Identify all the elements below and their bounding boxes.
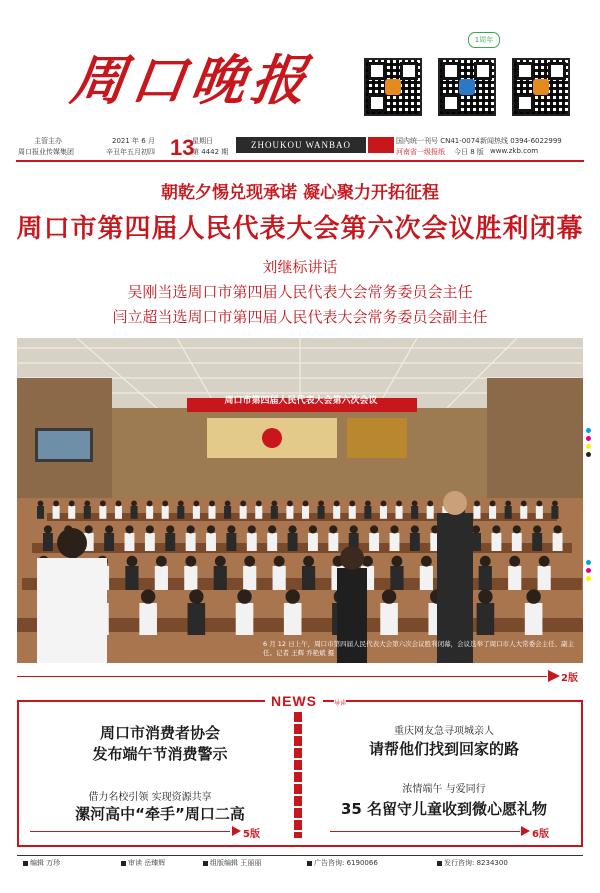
attendee-figure bbox=[243, 566, 256, 590]
paper-tag: 河南省一级报纸 bbox=[396, 148, 445, 156]
attendee-figure bbox=[186, 533, 196, 551]
attendee-head bbox=[44, 525, 52, 533]
attendee-head bbox=[162, 501, 168, 507]
attendee-figure bbox=[184, 566, 197, 590]
attendee-figure bbox=[240, 506, 247, 519]
attendee-figure bbox=[68, 506, 75, 519]
attendee-figure bbox=[411, 506, 418, 519]
teaser-right-2-headline[interactable]: 35 名留守儿童收到微心愿礼物 bbox=[340, 800, 548, 818]
meeting-hall-illustration bbox=[17, 338, 583, 663]
attendee-figure bbox=[273, 566, 286, 590]
attendee-figure bbox=[420, 566, 433, 590]
jump-rule-left bbox=[30, 831, 230, 832]
red-block bbox=[368, 137, 394, 153]
attendee-head bbox=[248, 525, 256, 533]
footer-ad-value: 6190066 bbox=[346, 859, 378, 867]
attendee-head bbox=[244, 556, 255, 567]
news-subtitle: 导读 bbox=[334, 700, 347, 707]
attendee-figure bbox=[165, 533, 175, 551]
news-title: NEWS bbox=[265, 693, 323, 709]
attendee-figure bbox=[302, 566, 315, 590]
attendee-head bbox=[240, 501, 246, 507]
attendee-figure bbox=[380, 603, 398, 635]
qr-code-1 bbox=[362, 58, 422, 128]
attendee-head bbox=[390, 525, 398, 533]
jump-rule bbox=[17, 676, 547, 677]
attendee-head bbox=[185, 556, 196, 567]
attendee-head bbox=[349, 501, 355, 507]
issue-number: 第 4442 期 bbox=[192, 148, 229, 156]
attendee-head bbox=[474, 501, 480, 507]
registration-mark bbox=[586, 452, 591, 457]
attendee-figure bbox=[214, 566, 227, 590]
footer-editor-value: 万珍 bbox=[46, 859, 61, 867]
attendee-head bbox=[286, 589, 300, 603]
attendee-head bbox=[303, 556, 314, 567]
attendee-figure bbox=[536, 506, 543, 519]
attendee-head bbox=[552, 501, 558, 507]
attendee-figure bbox=[508, 566, 521, 590]
attendee-head bbox=[194, 501, 200, 507]
attendee-figure bbox=[37, 506, 44, 519]
attendee-head bbox=[187, 525, 195, 533]
attendee-head bbox=[85, 525, 93, 533]
attendee-figure bbox=[267, 533, 277, 551]
attendee-head bbox=[178, 501, 184, 507]
attendee-head bbox=[536, 501, 542, 507]
qr-code-2 bbox=[436, 58, 496, 128]
footer-dist-label: 发行咨询 bbox=[444, 859, 472, 867]
attendee-figure bbox=[206, 533, 216, 551]
attendee-head bbox=[274, 556, 285, 567]
jump-arrow-icon bbox=[548, 670, 560, 682]
page-footer: 编辑 万珍 审读 岳臻辉 组版编辑 王丽丽 广告咨询: 6190066 发行咨询: 8234300 bbox=[17, 855, 583, 868]
attendee-head bbox=[526, 589, 540, 603]
app-logo-icon bbox=[385, 79, 401, 95]
attendee-figure bbox=[188, 603, 206, 635]
attendee-head bbox=[427, 501, 433, 507]
attendee-head bbox=[100, 501, 106, 507]
attendee-figure bbox=[551, 506, 558, 519]
attendee-figure bbox=[532, 533, 542, 551]
cn-value: CN41-0074 bbox=[440, 137, 480, 145]
attendee-head bbox=[141, 589, 155, 603]
attendee-figure bbox=[125, 566, 138, 590]
attendee-figure bbox=[489, 506, 496, 519]
attendee-figure bbox=[553, 533, 563, 551]
footer-layout-value: 王丽丽 bbox=[240, 859, 262, 867]
footer-reviewer-label: 审读 bbox=[128, 859, 142, 867]
lunar-date: 辛丑年五月初四 bbox=[106, 148, 155, 156]
attendee-head bbox=[69, 501, 75, 507]
attendee-head bbox=[105, 525, 113, 533]
app-logo-icon bbox=[459, 79, 475, 95]
attendee-head bbox=[303, 501, 309, 507]
attendee-head bbox=[412, 501, 418, 507]
attendee-figure bbox=[333, 506, 340, 519]
attendee-head bbox=[225, 501, 231, 507]
newspaper-logo: 周口晚报 bbox=[67, 48, 317, 112]
attendee-head bbox=[329, 525, 337, 533]
attendee-head bbox=[509, 556, 520, 567]
attendee-head bbox=[392, 556, 403, 567]
attendee-figure bbox=[396, 506, 403, 519]
subheadline-3: 闫立超当选周口市第四届人民代表大会常务委员会副主任 bbox=[112, 308, 488, 326]
sponsor-org: 周口报业传媒集团 bbox=[18, 148, 74, 156]
attendee-head bbox=[365, 501, 371, 507]
masthead bbox=[0, 0, 600, 132]
attendee-head bbox=[505, 501, 511, 507]
attendee-figure bbox=[520, 506, 527, 519]
attendee-figure bbox=[380, 506, 387, 519]
attendee-figure bbox=[208, 506, 215, 519]
date-line: 2021 年 6 月 bbox=[112, 137, 155, 145]
registration-mark bbox=[586, 444, 591, 449]
subheadline-2: 吴刚当选周口市第四届人民代表大会常务委员会主任 bbox=[127, 283, 473, 301]
attendee-head bbox=[189, 589, 203, 603]
teaser-left-2-kicker: 借力名校引领 实现资源共享 bbox=[88, 792, 212, 803]
page-count: 今日 8 版 bbox=[454, 148, 484, 156]
attendee-figure bbox=[224, 506, 231, 519]
attendee-figure bbox=[162, 506, 169, 519]
attendee-figure bbox=[193, 506, 200, 519]
footer-layout-label: 组版编辑 bbox=[210, 859, 238, 867]
attendee-figure bbox=[318, 506, 325, 519]
attendee-head bbox=[370, 525, 378, 533]
attendee-figure bbox=[491, 533, 501, 551]
jump-link-page6[interactable]: 6版 bbox=[532, 829, 549, 840]
attendee-figure bbox=[43, 533, 53, 551]
attendee-figure bbox=[328, 533, 338, 551]
attendee-head bbox=[521, 501, 527, 507]
attendee-head bbox=[472, 525, 480, 533]
attendee-head bbox=[478, 589, 492, 603]
attendee-figure bbox=[226, 533, 236, 551]
jump-rule-right bbox=[330, 831, 520, 832]
qr-code-3 bbox=[510, 58, 570, 128]
attendee-figure bbox=[512, 533, 522, 551]
hotline-value: 0394-6022999 bbox=[510, 137, 562, 145]
subheadline-1: 刘继标讲话 bbox=[262, 258, 338, 276]
attendee-head bbox=[318, 501, 324, 507]
teaser-right-2-kicker: 浓情端午 与爱同行 bbox=[402, 784, 486, 795]
attendee-figure bbox=[369, 533, 379, 551]
hotline-label: 新闻热线 bbox=[480, 137, 508, 145]
attendee-head bbox=[396, 501, 402, 507]
attendee-head bbox=[256, 501, 262, 507]
attendee-figure bbox=[349, 506, 356, 519]
attendee-head bbox=[480, 556, 491, 567]
attendee-head bbox=[215, 556, 226, 567]
attendee-head bbox=[411, 525, 419, 533]
registration-mark bbox=[586, 576, 591, 581]
pinyin-title: ZHOUKOU WANBAO bbox=[236, 137, 366, 153]
attendee-head bbox=[492, 525, 500, 533]
website: www.zkb.com bbox=[490, 147, 539, 155]
teaser-right-1-kicker: 重庆网友急寻项城亲人 bbox=[394, 726, 494, 737]
attendee-figure bbox=[308, 533, 318, 551]
registration-mark bbox=[586, 428, 591, 433]
attendee-figure bbox=[271, 506, 278, 519]
news-divider bbox=[294, 712, 302, 838]
attendee-figure bbox=[479, 566, 492, 590]
attendee-figure bbox=[525, 603, 543, 635]
attendee-head bbox=[237, 589, 251, 603]
attendee-figure bbox=[302, 506, 309, 519]
attendee-head bbox=[381, 501, 387, 507]
attendee-figure bbox=[53, 506, 60, 519]
attendee-head bbox=[309, 525, 317, 533]
attendee-figure bbox=[236, 603, 254, 635]
attendee-figure bbox=[477, 603, 495, 635]
attendee-head bbox=[533, 525, 541, 533]
hall-banner-text: 周口市第四届人民代表大会第六次会议 bbox=[224, 396, 378, 406]
attendee-head bbox=[209, 501, 215, 507]
attendee-head bbox=[127, 556, 138, 567]
attendee-figure bbox=[288, 533, 298, 551]
news-photo[interactable] bbox=[17, 338, 583, 663]
registration-mark bbox=[586, 568, 591, 573]
attendee-figure bbox=[104, 533, 114, 551]
attendee-head bbox=[131, 501, 137, 507]
attendee-head bbox=[513, 525, 521, 533]
jump-link-main[interactable]: 2版 bbox=[561, 673, 578, 684]
kicker-headline: 朝乾夕惕兑现承诺 凝心聚力开拓征程 bbox=[161, 183, 439, 203]
teaser-left-1-line2[interactable]: 发布端午节消费警示 bbox=[92, 745, 228, 763]
attendee-head bbox=[490, 501, 496, 507]
main-headline[interactable]: 周口市第四届人民代表大会第六次会议胜利闭幕 bbox=[16, 214, 584, 244]
attendee-head bbox=[84, 501, 90, 507]
attendee-head bbox=[147, 501, 153, 507]
attendee-figure bbox=[84, 506, 91, 519]
attendee-head bbox=[268, 525, 276, 533]
attendee-head bbox=[350, 525, 358, 533]
teaser-left-1-line1[interactable]: 周口市消费者协会 bbox=[99, 724, 220, 742]
attendee-head bbox=[421, 556, 432, 567]
header-rule bbox=[16, 160, 584, 162]
attendee-figure bbox=[538, 566, 551, 590]
attendee-head bbox=[146, 525, 154, 533]
attendee-head bbox=[271, 501, 277, 507]
attendee-figure bbox=[146, 506, 153, 519]
attendee-head bbox=[53, 501, 59, 507]
attendee-head bbox=[38, 501, 44, 507]
attendee-head bbox=[166, 525, 174, 533]
attendee-head bbox=[554, 525, 562, 533]
attendee-figure bbox=[364, 506, 371, 519]
attendee-head bbox=[382, 589, 396, 603]
weekday: 星期日 bbox=[192, 137, 213, 145]
attendee-head bbox=[334, 501, 340, 507]
attendee-figure bbox=[255, 506, 262, 519]
attendee-figure bbox=[427, 506, 434, 519]
attendee-figure bbox=[390, 566, 403, 590]
attendee-figure bbox=[115, 506, 122, 519]
attendee-figure bbox=[473, 506, 480, 519]
footer-dist-value: 8234300 bbox=[476, 859, 508, 867]
attendee-figure bbox=[139, 603, 157, 635]
jump-link-page5[interactable]: 5版 bbox=[243, 829, 260, 840]
attendee-head bbox=[207, 525, 215, 533]
registration-mark bbox=[586, 436, 591, 441]
teaser-right-1-headline[interactable]: 请帮他们找到回家的路 bbox=[368, 740, 519, 758]
attendee-figure bbox=[131, 506, 138, 519]
attendee-head bbox=[289, 525, 297, 533]
attendee-head bbox=[125, 525, 133, 533]
anniversary-stamp: 1周年 bbox=[468, 32, 500, 48]
footer-reviewer-value: 岳臻辉 bbox=[144, 859, 166, 867]
attendee-figure bbox=[247, 533, 257, 551]
teaser-left-2-headline[interactable]: 漯河高中“牵手”周口二高 bbox=[75, 805, 245, 823]
date-day: 13 bbox=[170, 135, 195, 160]
attendee-figure bbox=[286, 506, 293, 519]
attendee-head bbox=[156, 556, 167, 567]
attendee-head bbox=[227, 525, 235, 533]
sponsor-label: 主管主办 bbox=[34, 137, 62, 145]
footer-ad-label: 广告咨询 bbox=[314, 859, 342, 867]
attendee-head bbox=[116, 501, 122, 507]
attendee-figure bbox=[505, 506, 512, 519]
attendee-figure bbox=[99, 506, 106, 519]
attendee-head bbox=[539, 556, 550, 567]
app-logo-icon bbox=[533, 79, 549, 95]
footer-editor-label: 编辑 bbox=[30, 859, 44, 867]
attendee-figure bbox=[410, 533, 420, 551]
photo-caption: 6 月 12 日上午，周口市第四届人民代表大会第六次会议胜利闭幕，会议选举了周口市人大常委会主任、副主任。记者 王辉 乔艳斌 摄 bbox=[263, 640, 575, 657]
attendee-figure bbox=[155, 566, 168, 590]
attendee-figure bbox=[145, 533, 155, 551]
attendee-head bbox=[287, 501, 293, 507]
attendee-figure bbox=[284, 603, 302, 635]
attendee-figure bbox=[390, 533, 400, 551]
registration-mark bbox=[586, 560, 591, 565]
cn-label: 国内统一刊号 bbox=[396, 137, 438, 145]
attendee-figure bbox=[125, 533, 135, 551]
attendee-figure bbox=[177, 506, 184, 519]
